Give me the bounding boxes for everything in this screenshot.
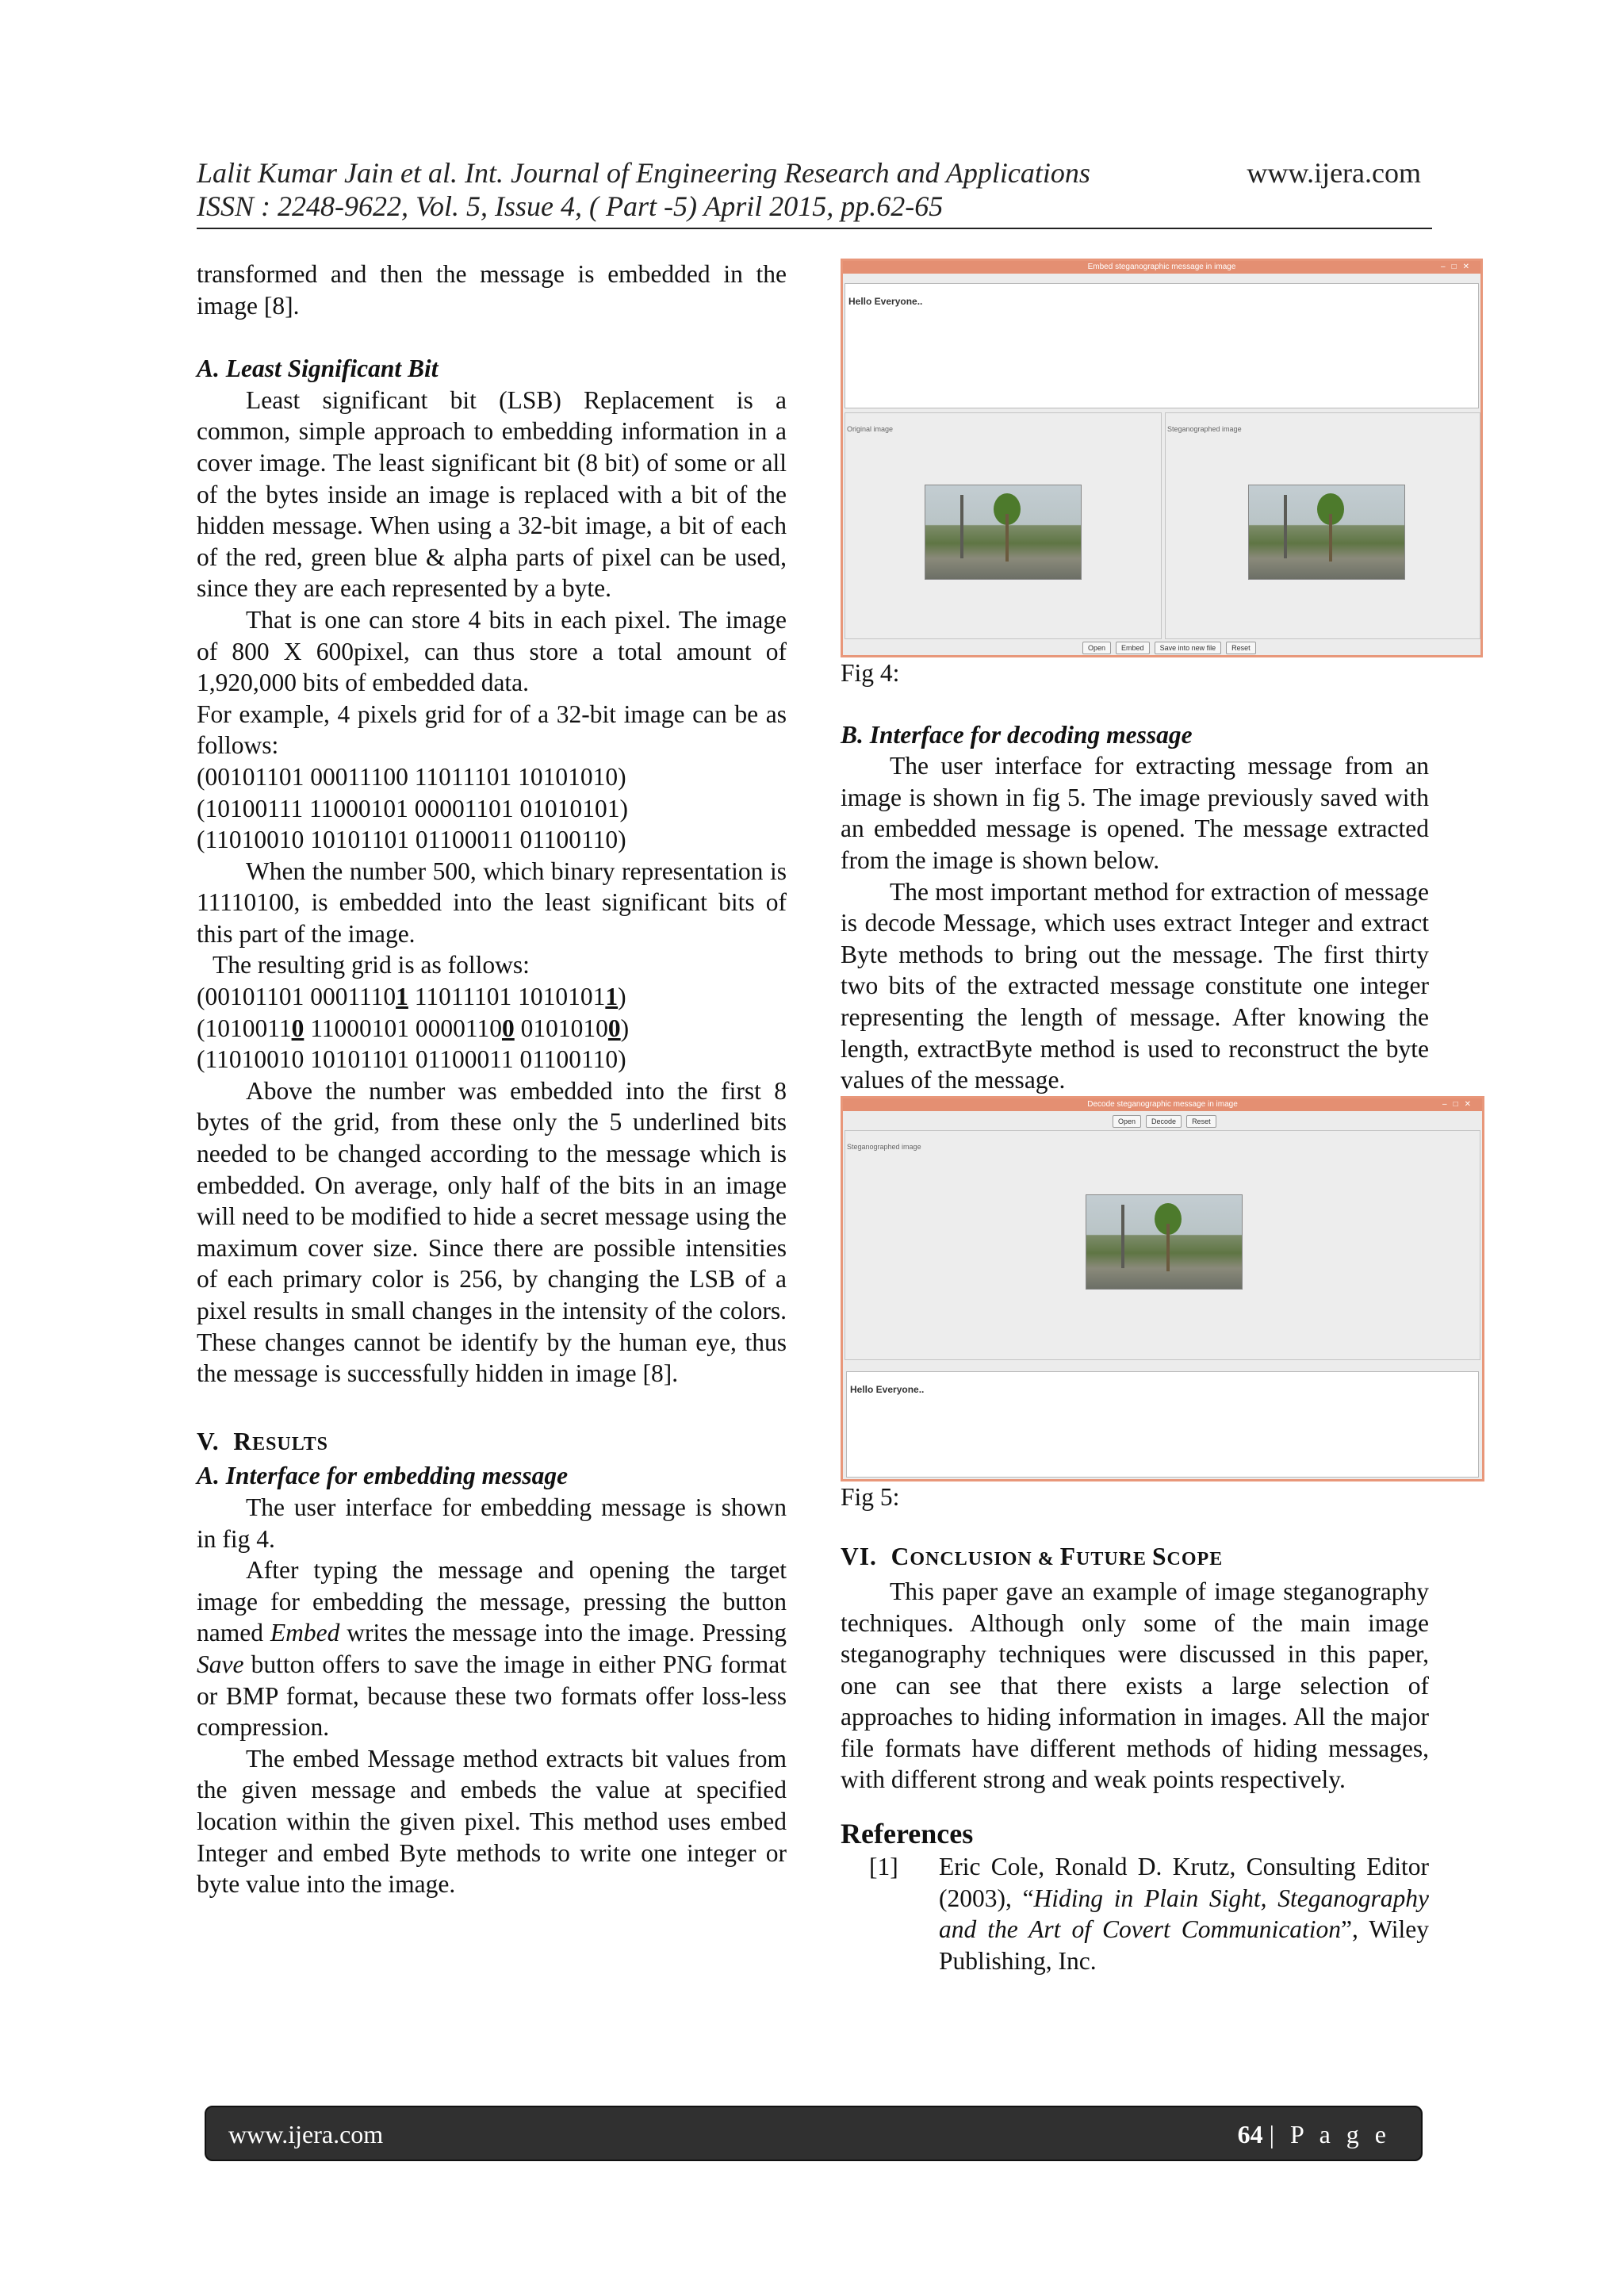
grid-row: (11010010 10101101 01100011 01100110) [197, 826, 626, 854]
reset-button[interactable]: Reset [1186, 1115, 1216, 1128]
decode-paragraph-1: The user interface for extracting message from an image is shown in fig 5. The image previously saved with an embedded message is opened. The message extracted from the image is shown below. [841, 752, 1429, 874]
reset-button[interactable]: Reset [1226, 642, 1256, 654]
open-button[interactable]: Open [1082, 642, 1111, 654]
pixel-grid-original [197, 761, 787, 856]
grid-row: (10100111 11000101 00001101 01010101) [197, 794, 628, 822]
results-heading: V. RESULTS [197, 1427, 328, 1455]
fig4-titlebar: Embed steganographic message in image –□✕ [843, 261, 1480, 274]
header-website: www.ijera.com [1247, 157, 1421, 189]
journal-citation-line: Lalit Kumar Jain et al. Int. Journal of Engineering Research and Applications [197, 157, 1090, 189]
embed-heading: A. Interface for embedding message [197, 1462, 569, 1490]
footer-website: www.ijera.com [228, 2120, 384, 2148]
lsb-heading: A. Least Significant Bit [197, 355, 439, 383]
changed-bit: 0 [291, 1014, 304, 1042]
fig5-titlebar: Decode steganographic message in image –□✕ [843, 1098, 1482, 1111]
reference-text: Eric Cole, Ronald D. Krutz, Consulting Editor (2003), “Hiding in Plain Sight, Steganography and the Art of Covert Communication”, Wiley Publishing, Inc. [939, 1853, 1429, 1975]
lsb-paragraph-1: Least significant bit (LSB) Replacement is a common, simple approach to embedding information in a cover image. The least significant bit (8 bit) of some or all of the bytes inside an image is replaced with a bit of the hidden message. When using a 32-bit image, a bit of each of the red, green blue & alpha parts of pixel can be used, since they are each represented by a byte. [197, 385, 787, 603]
right-column [841, 259, 1477, 1976]
original-image-label: Original image [847, 425, 894, 433]
fig5-caption: Fig 5: [841, 1482, 900, 1511]
conclusion-paragraph: This paper gave an example of image steganography techniques. Although only some of the main image steganography techniques were discussed in this paper, one can see that there exists a large selection of approaches to hiding information in images. All the major file formats have different methods of hiding messages, with different strong and weak points respectively. [841, 1577, 1429, 1794]
changed-bit: 1 [396, 983, 408, 1011]
steganographed-image-label: Steganographed image [1167, 425, 1242, 433]
reference-item [841, 1851, 1429, 1976]
pixel-grid-result [197, 981, 787, 1075]
lsb-paragraph-6: Above the number was embedded into the first 8 bytes of the grid, from these only the 5 underlined bits needed to be changed according to the message which is embedded. On average, only half of the bits in an image will need to be modified to hide a secret message using the maximum cover size. Since there are possible intensities of each primary color is 256, by changing the LSB of a pixel results in small changes in the intensity of the colors. These changes cannot be identify by the human eye, thus the message is successfully hidden in image [8]. [197, 1076, 787, 1388]
window-controls-icon: –□✕ [1441, 263, 1476, 271]
page-number: 64 | P a g e [1237, 2120, 1391, 2148]
cover-image [925, 485, 1082, 580]
embed-paragraph-2: After typing the message and opening the target image for embedding the message, pressing the button named Embed writes the message into the image. Pressing Save button offers to save the image in either PNG format or BMP format, because these two formats offer loss-less compression. [197, 1556, 787, 1742]
steganographed-image-panel [845, 1130, 1480, 1360]
references-heading: References [841, 1818, 974, 1850]
grid-row: (00101101 00011101 11011101 10101011) [197, 983, 626, 1011]
conclusion-heading: VI. CONCLUSION & FUTURE SCOPE [841, 1543, 1224, 1571]
grid-row: (00101101 00011100 11011101 10101010) [197, 762, 626, 791]
decoded-message-textarea[interactable]: Hello Everyone.. [846, 1371, 1479, 1478]
issn-line: ISSN : 2248-9622, Vol. 5, Issue 4, ( Part -5) April 2015, pp.62-65 [197, 190, 944, 222]
grid-row: (11010010 10101101 01100011 01100110) [197, 1045, 626, 1074]
grid-row: (10100110 11000101 00001100 01010100) [197, 1014, 630, 1042]
save-button[interactable]: Save into new file [1155, 642, 1222, 654]
lsb-paragraph-3: For example, 4 pixels grid for of a 32-bit image can be as follows: [197, 700, 787, 760]
decode-button[interactable]: Decode [1146, 1115, 1182, 1128]
lsb-paragraph-2: That is one can store 4 bits in each pixel. The image of 800 X 600pixel, can thus store a total amount of 1,920,000 bits of embedded data. [197, 605, 787, 697]
fig4-caption: Fig 4: [841, 659, 900, 687]
open-button[interactable]: Open [1113, 1115, 1141, 1128]
left-column [197, 259, 787, 1900]
decode-heading: B. Interface for decoding message [841, 720, 1193, 749]
embed-button[interactable]: Embed [1116, 642, 1150, 654]
embed-paragraph-1: The user interface for embedding message is shown in fig 4. [197, 1493, 787, 1553]
original-image-panel [845, 412, 1162, 639]
intro-paragraph: transformed and then the message is embedded in the image [8]. [197, 260, 787, 320]
changed-bit: 1 [605, 983, 619, 1011]
fig5-decode-window [841, 1096, 1484, 1481]
window-controls-icon: –□✕ [1442, 1099, 1477, 1109]
fig5-button-row [1113, 1115, 1216, 1128]
decode-paragraph-2: The most important method for extraction of message is decode Message, which uses extract Integer and extract Byte methods to bring out the message. The first thirty two bits of the extracted message constitute one integer representing the length of message. After knowing the length, extractByte method is used to reconstruct the byte values of the message. [841, 877, 1429, 1094]
stego-image [1086, 1194, 1243, 1290]
reference-number: [1] [869, 1853, 898, 1881]
lsb-paragraph-5: The resulting grid is as follows: [213, 951, 530, 979]
stego-image [1248, 485, 1405, 580]
message-textarea[interactable]: Hello Everyone.. [845, 283, 1479, 408]
steganographed-image-label: Steganographed image [847, 1142, 921, 1151]
page-footer [205, 2106, 1423, 2161]
steganographed-image-panel [1165, 412, 1480, 639]
embed-paragraph-3: The embed Message method extracts bit values from the given message and embeds the value at specified location within the given pixel. This method uses embed Integer and embed Byte methods to write one integer or byte value into the image. [197, 1744, 787, 1899]
changed-bit: 0 [502, 1014, 515, 1042]
header-rule [197, 228, 1432, 229]
changed-bit: 0 [607, 1014, 621, 1042]
lsb-paragraph-4: When the number 500, which binary representation is 11110100, is embedded into the least significant bits of this part of the image. [197, 857, 787, 948]
fig4-button-row [1082, 642, 1256, 654]
fig4-embed-window [841, 259, 1483, 657]
